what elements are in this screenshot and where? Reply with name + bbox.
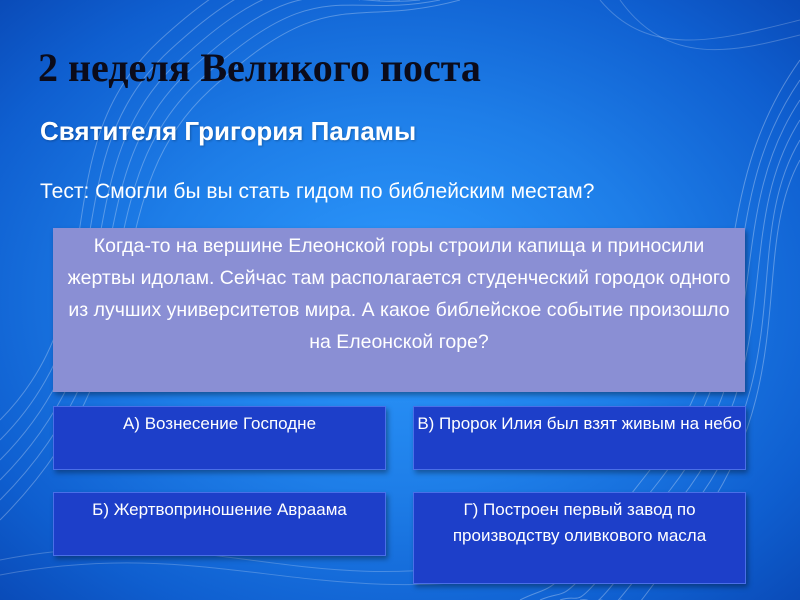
test-heading: Тест: Смогли бы вы стать гидом по библейским местам?	[40, 180, 595, 203]
answer-option-g[interactable]: Г) Построен первый завод по производству оливкового масла	[413, 492, 746, 584]
slide-subtitle: Святителя Григория Паламы	[40, 116, 417, 146]
question-box: Когда-то на вершине Елеонской горы строили капища и приносили жертвы идолам. Сейчас там располагается студенческий городок одного из лучших университетов мира. А какое библейское событие произошло на Елеонской горе?	[53, 228, 745, 392]
slide-title: 2 неделя Великого поста	[38, 45, 481, 90]
answer-option-v[interactable]: В) Пророк Илия был взят живым на небо	[413, 406, 746, 470]
answer-option-b[interactable]: Б) Жертвоприношение Авраама	[53, 492, 386, 556]
answer-option-a[interactable]: А) Вознесение Господне	[53, 406, 386, 470]
